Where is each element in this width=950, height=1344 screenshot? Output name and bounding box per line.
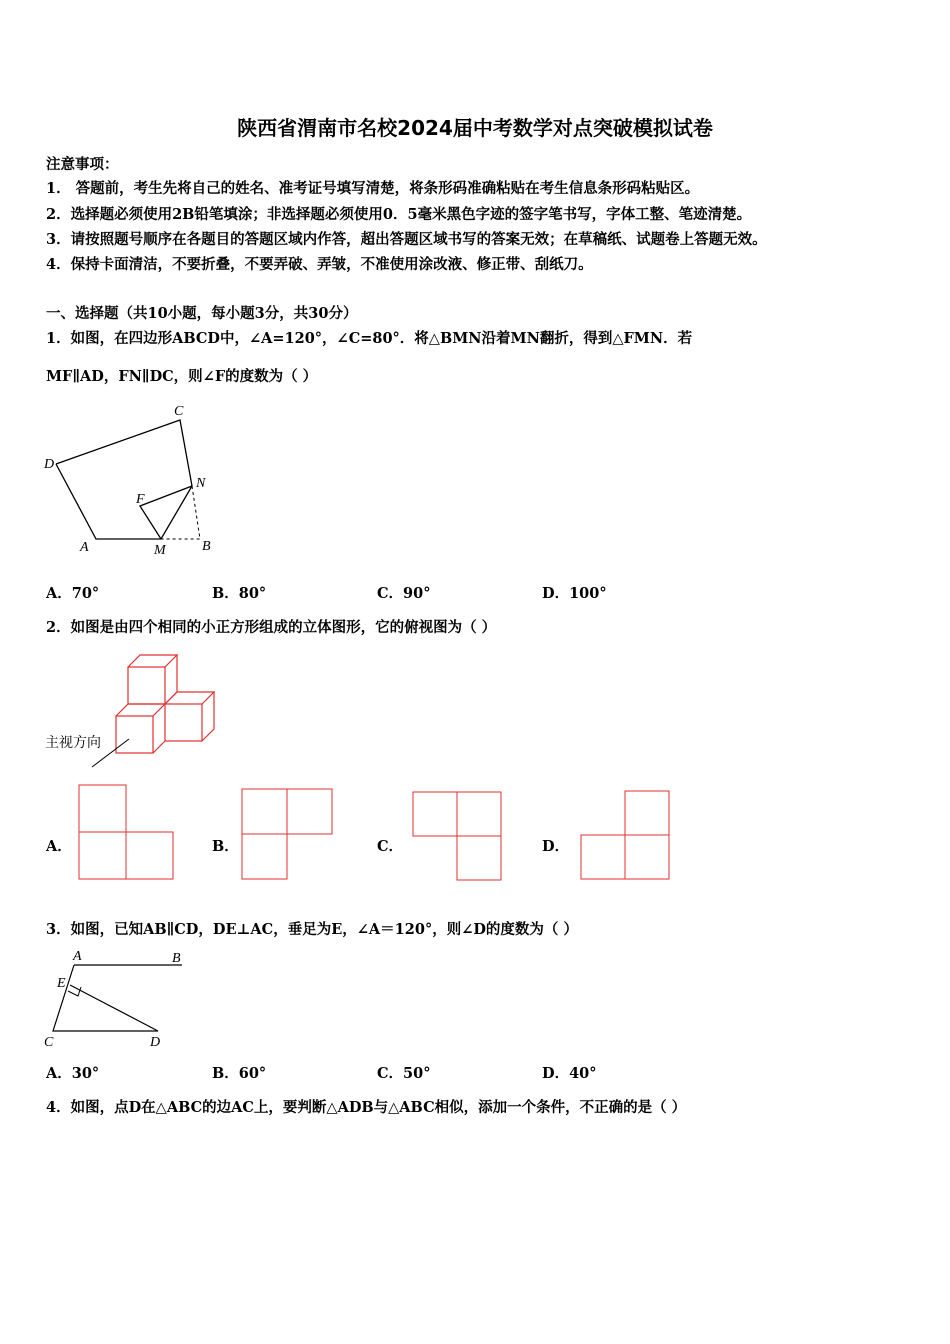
q3-option-c[interactable]: C．50° bbox=[377, 1065, 431, 1082]
label-D: D bbox=[150, 1035, 161, 1050]
cube-top-front bbox=[128, 667, 165, 704]
cube-right-front bbox=[165, 704, 202, 741]
label-N: N bbox=[196, 476, 206, 491]
notice-item: 3．请按照题号顺序在各题目的答题区域内作答，超出答题区域书写的答案无效；在草稿纸、试题卷上答题无效。 bbox=[46, 231, 767, 248]
q2-option-a[interactable]: A． bbox=[46, 838, 72, 855]
q1-option-a[interactable]: A．70° bbox=[46, 585, 100, 602]
label-A: A bbox=[80, 540, 89, 555]
q2-option-b-figure[interactable] bbox=[241, 788, 335, 882]
original-triangle-dashed bbox=[161, 486, 200, 539]
q1-text-line2: MF∥AD，FN∥DC，则∠F的度数为（ ） bbox=[46, 368, 318, 385]
q1-option-b[interactable]: B．80° bbox=[212, 585, 267, 602]
q1-option-d[interactable]: D．100° bbox=[542, 585, 607, 602]
q3-figure bbox=[40, 945, 200, 1055]
q2-option-d[interactable]: D． bbox=[542, 838, 570, 855]
quadrilateral-shape bbox=[56, 420, 192, 539]
q2-option-b[interactable]: B． bbox=[212, 838, 239, 855]
q1-option-c[interactable]: C．90° bbox=[377, 585, 431, 602]
label-M: M bbox=[154, 543, 166, 558]
right-angle-mark bbox=[68, 987, 81, 996]
label-A: A bbox=[73, 949, 82, 964]
q3-option-b[interactable]: B．60° bbox=[212, 1065, 267, 1082]
label-B: B bbox=[202, 539, 211, 554]
q2-option-d-figure[interactable] bbox=[580, 790, 672, 882]
label-D: D bbox=[44, 457, 55, 472]
page-title: 陕西省渭南市名校2024届中考数学对点突破模拟试卷 bbox=[237, 116, 713, 140]
notice-item: 1． 答题前，考生先将自己的姓名、准考证号填写清楚，将条形码准确粘贴在考生信息条形码粘贴区。 bbox=[46, 180, 700, 197]
label-C: C bbox=[44, 1035, 54, 1050]
q2-cube-figure bbox=[40, 650, 240, 775]
cube-left-front bbox=[116, 716, 153, 753]
label-F: F bbox=[136, 492, 145, 507]
notice-heading: 注意事项： bbox=[46, 156, 119, 173]
q3-option-a[interactable]: A．30° bbox=[46, 1065, 100, 1082]
q1-figure bbox=[40, 400, 230, 565]
triangle-CED bbox=[53, 965, 158, 1031]
q3-text: 3．如图，已知AB∥CD，DE⊥AC，垂足为E，∠A＝120°，则∠D的度数为（ ） bbox=[46, 921, 578, 938]
direction-label: 主视方向 bbox=[45, 735, 101, 751]
q3-option-d[interactable]: D．40° bbox=[542, 1065, 597, 1082]
q2-option-a-figure[interactable] bbox=[78, 784, 176, 882]
notice-item: 4．保持卡面清洁，不要折叠，不要弄破、弄皱，不准使用涂改液、修正带、刮纸刀。 bbox=[46, 256, 593, 273]
q2-text: 2．如图是由四个相同的小正方形组成的立体图形，它的俯视图为（ ） bbox=[46, 619, 497, 636]
label-C: C bbox=[174, 404, 184, 419]
q2-option-c-figure[interactable] bbox=[412, 791, 504, 883]
notice-item: 2．选择题必须使用2B铅笔填涂；非选择题必须使用0．5毫米黑色字迹的签字笔书写，字体工整、笔迹清楚。 bbox=[46, 206, 752, 223]
section-heading: 一、选择题（共10小题，每小题3分，共30分） bbox=[46, 305, 358, 322]
q2-option-c[interactable]: C． bbox=[377, 838, 404, 855]
q4-text: 4．如图，点D在△ABC的边AC上，要判断△ADB与△ABC相似，添加一个条件，不正确的是（ ） bbox=[46, 1099, 687, 1116]
label-B: B bbox=[172, 951, 181, 966]
label-E: E bbox=[57, 976, 66, 991]
q1-text-line1: 1．如图，在四边形ABCD中，∠A=120°，∠C=80°．将△BMN沿着MN翻折，得到△FMN．若 bbox=[46, 330, 693, 347]
